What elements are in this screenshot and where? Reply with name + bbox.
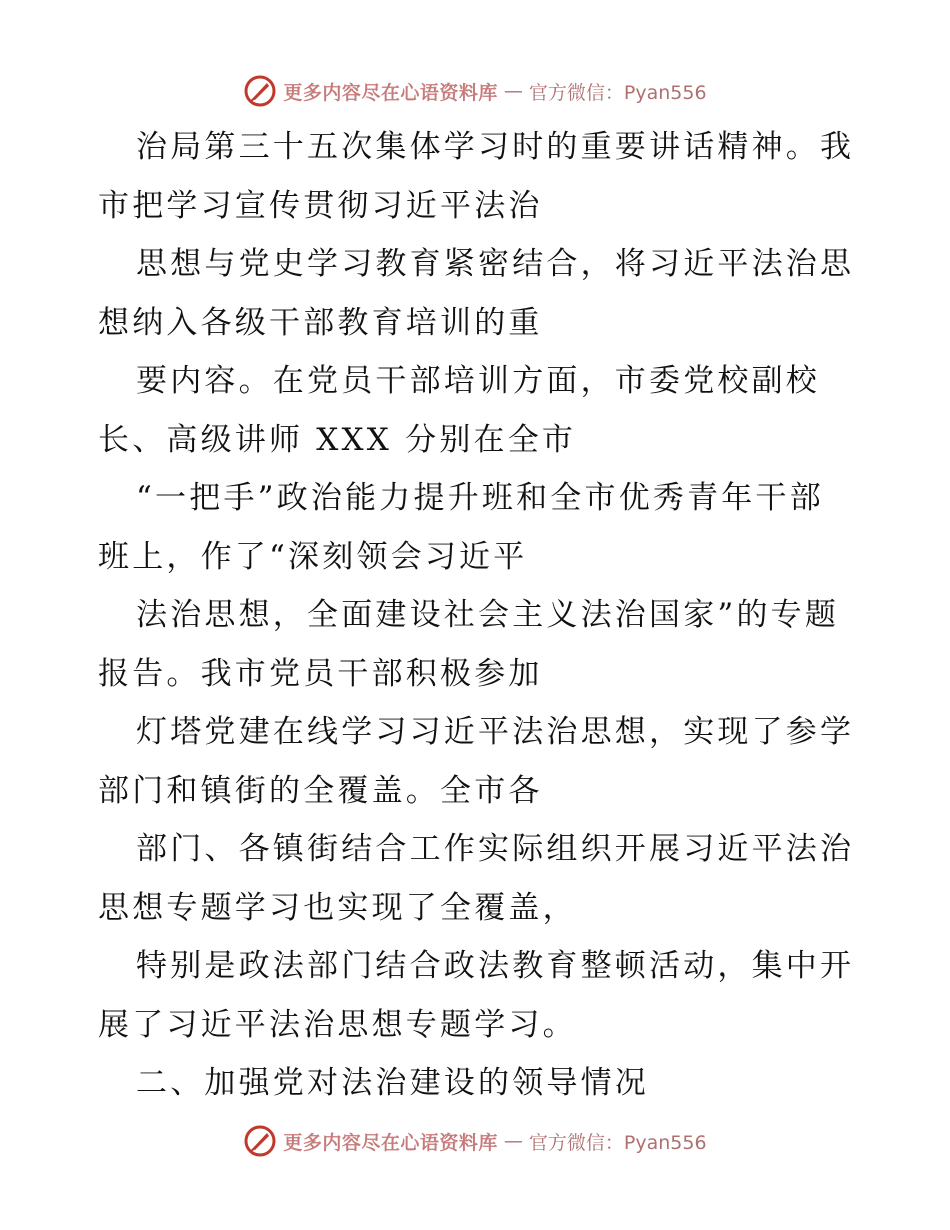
text-line: 法治思想，全面建设社会主义法治国家”的专题: [136, 597, 840, 633]
watermark-suffix: 官方微信：Pyan556: [528, 81, 707, 104]
text-line: 想纳入各级干部教育培训的重: [98, 304, 543, 341]
text-line: 思想专题学习也实现了全覆盖，: [98, 889, 577, 926]
text-line: 特别是政法部门结合政法教育整顿活动，集中开: [136, 948, 855, 984]
text-line: 报告。我市党员干部积极参加: [98, 655, 543, 692]
watermark-brand: 更多内容尽在心语资料库: [283, 81, 498, 104]
header-watermark: [0, 74, 950, 108]
watermark-suffix: 官方微信：Pyan556: [528, 1131, 707, 1154]
feather-logo-icon: [243, 1124, 277, 1158]
text-line: 要内容。在党员干部培训方面，市委党校副校: [136, 363, 820, 399]
text-line: 班上，作了“深刻领会习近平: [98, 538, 528, 575]
text-line: 长、高级讲师 XXX 分别在全市: [98, 421, 577, 458]
text-line: 灯塔党建在线学习习近平法治思想，实现了参学: [136, 714, 855, 750]
text-line: 部门和镇街的全覆盖。全市各: [98, 772, 543, 809]
text-line: “一把手”政治能力提升班和全市优秀青年干部: [136, 480, 824, 516]
watermark-separator: —: [503, 1130, 523, 1152]
feather-logo-icon: [243, 74, 277, 108]
text-line: 二、加强党对法治建设的领导情况: [136, 1065, 649, 1101]
text-line: 展了习近平法治思想专题学习。: [98, 1006, 577, 1043]
text-line: 思想与党史学习教育紧密结合，将习近平法治思: [136, 246, 855, 282]
footer-watermark: [0, 1124, 950, 1158]
text-line: 治局第三十五次集体学习时的重要讲话精神。我: [136, 129, 855, 165]
document-body: [98, 118, 858, 1113]
text-line: 市把学习宣传贯彻习近平法治: [98, 187, 543, 224]
text-line: 部门、各镇街结合工作实际组织开展习近平法治: [136, 831, 855, 867]
watermark-separator: —: [503, 80, 523, 102]
watermark-brand: 更多内容尽在心语资料库: [283, 1131, 498, 1154]
